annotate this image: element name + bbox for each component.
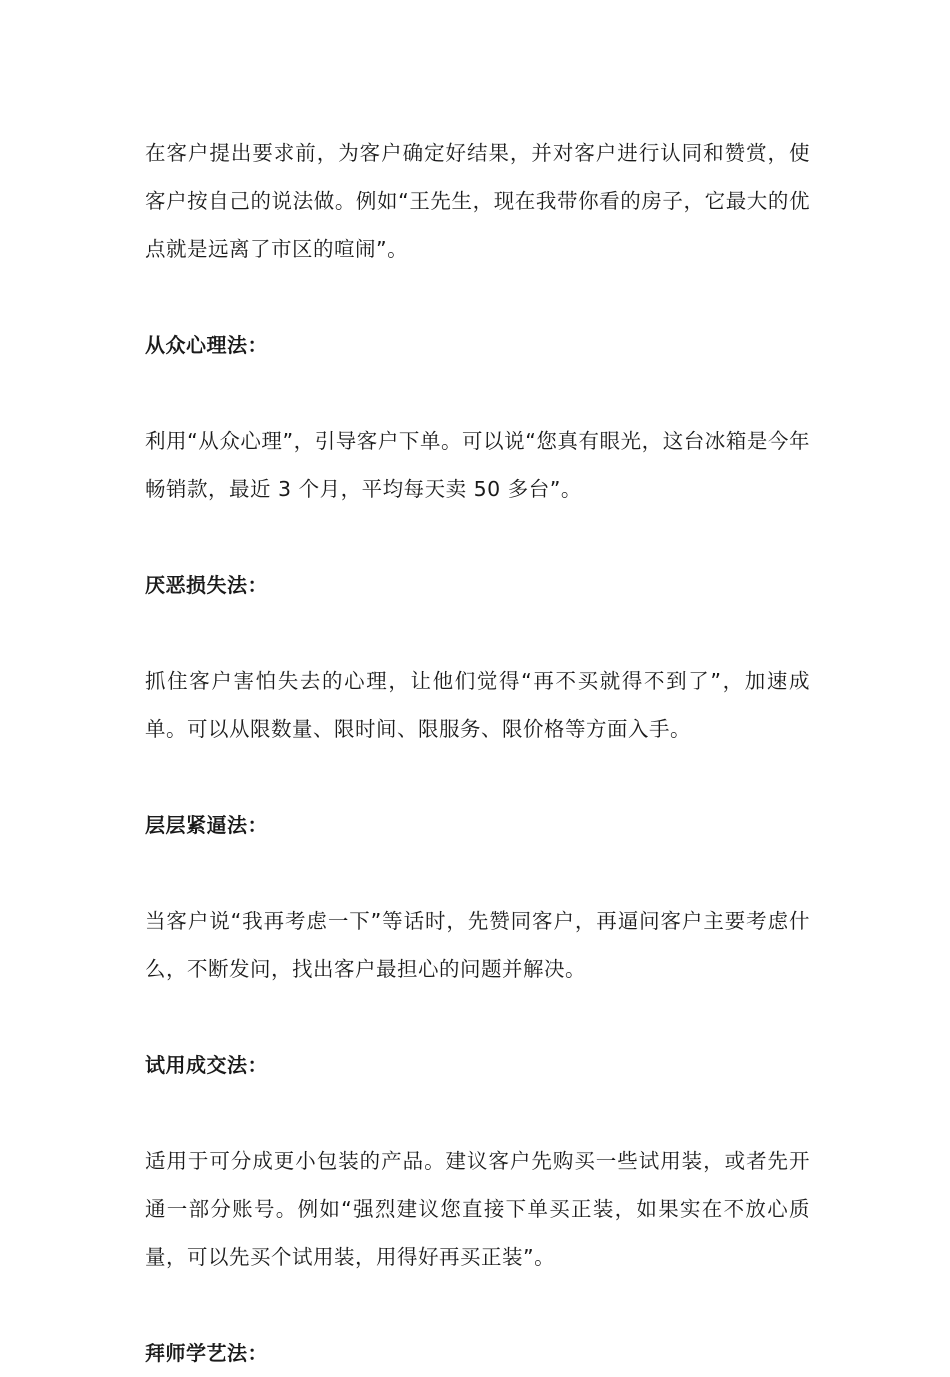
paragraph-conformity: 利用“从众心理”，引导客户下单。可以说“您真有眼光，这台冰箱是今年畅销款，最近 3 个月，平均每天卖 50 多台”。: [145, 429, 810, 501]
paragraph-trial-deal: 适用于可分成更小包装的产品。建议客户先购买一些试用装，或者先开通一部分账号。例如“强烈建议您直接下单买正装，如果实在不放心质量，可以先买个试用装，用得好再买正装”。: [145, 1149, 810, 1269]
intro-paragraph: 在客户提出要求前，为客户确定好结果，并对客户进行认同和赞赏，使客户按自己的说法做。例如“王先生，现在我带你看的房子，它最大的优点就是远离了市区的喧闹”。: [145, 141, 810, 261]
heading-trial-deal: 试用成交法：: [145, 1053, 268, 1077]
heading-step-by-step: 层层紧逼法：: [145, 813, 268, 837]
paragraph-step-by-step: 当客户说“我再考虑一下”等话时，先赞同客户，再逼问客户主要考虑什么，不断发问，找出客户最担心的问题并解决。: [145, 909, 810, 981]
heading-apprentice: 拜师学艺法：: [145, 1341, 268, 1365]
paragraph-loss-aversion: 抓住客户害怕失去的心理，让他们觉得“再不买就得不到了”，加速成单。可以从限数量、限时间、限服务、限价格等方面入手。: [145, 669, 810, 741]
heading-loss-aversion: 厌恶损失法：: [145, 573, 268, 597]
heading-conformity: 从众心理法：: [145, 333, 268, 357]
document-body: [145, 129, 810, 1377]
